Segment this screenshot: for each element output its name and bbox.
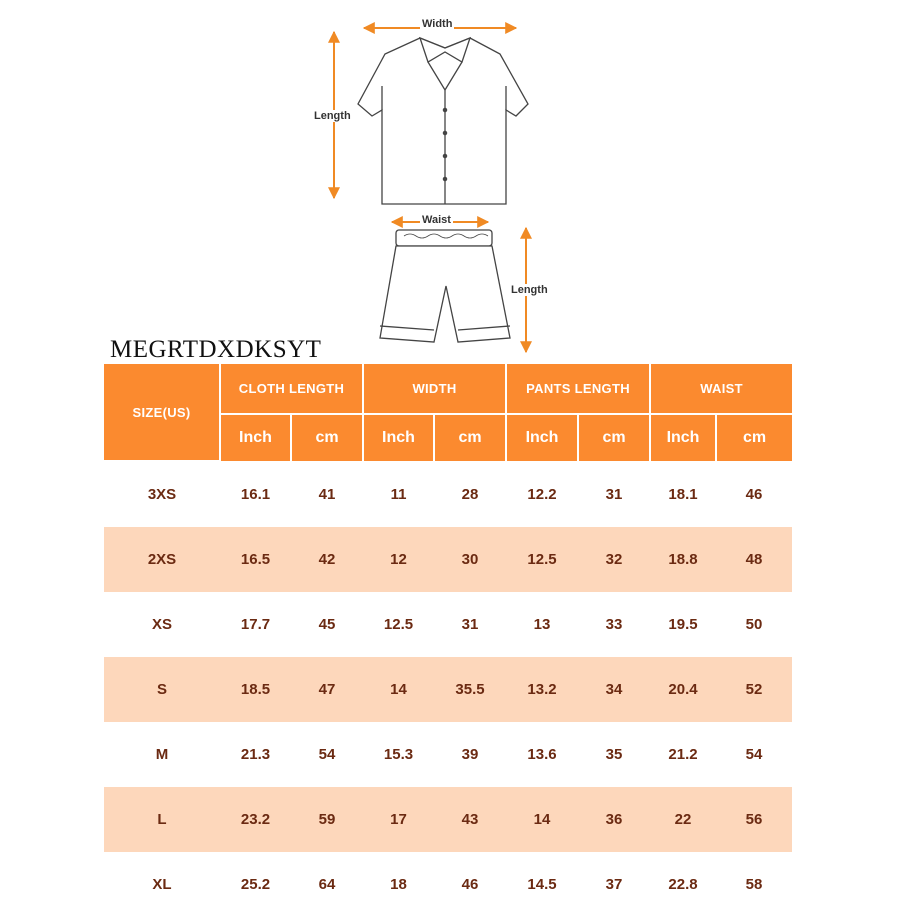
table-cell: 64 (291, 852, 363, 917)
unit-header: cm (716, 414, 792, 461)
unit-header: cm (291, 414, 363, 461)
table-cell: 13 (506, 592, 578, 657)
unit-header: cm (434, 414, 506, 461)
waist-label: Waist (422, 214, 451, 226)
group-header-pants-length: PANTS LENGTH (506, 364, 650, 414)
table-cell: 56 (716, 787, 792, 852)
group-header-cloth-length: CLOTH LENGTH (220, 364, 363, 414)
size-cell: 2XS (104, 527, 220, 592)
table-cell: 46 (434, 852, 506, 917)
table-cell: 18 (363, 852, 434, 917)
unit-header: Inch (506, 414, 578, 461)
table-cell: 18.1 (650, 461, 716, 527)
table-cell: 22.8 (650, 852, 716, 917)
table-cell: 59 (291, 787, 363, 852)
width-label: Width (422, 18, 453, 30)
table-cell: 36 (578, 787, 650, 852)
size-header: SIZE(US) (104, 364, 220, 461)
table-cell: 48 (716, 527, 792, 592)
table-row (104, 527, 792, 592)
table-row (104, 787, 792, 852)
group-header-row (104, 364, 792, 414)
unit-header: Inch (650, 414, 716, 461)
unit-header: Inch (220, 414, 291, 461)
table-cell: 28 (434, 461, 506, 527)
table-row (104, 461, 792, 527)
shirt-length-label: Length (314, 110, 351, 122)
table-cell: 32 (578, 527, 650, 592)
table-cell: 50 (716, 592, 792, 657)
table-cell: 17 (363, 787, 434, 852)
table-cell: 16.1 (220, 461, 291, 527)
table-cell: 22 (650, 787, 716, 852)
group-header-width: WIDTH (363, 364, 506, 414)
table-cell: 18.8 (650, 527, 716, 592)
table-cell: 23.2 (220, 787, 291, 852)
table-cell: 14.5 (506, 852, 578, 917)
table-cell: 30 (434, 527, 506, 592)
size-cell: XL (104, 852, 220, 917)
table-cell: 45 (291, 592, 363, 657)
table-cell: 18.5 (220, 657, 291, 722)
table-cell: 35 (578, 722, 650, 787)
table-cell: 21.2 (650, 722, 716, 787)
table-cell: 37 (578, 852, 650, 917)
table-cell: 14 (506, 787, 578, 852)
size-chart-table (104, 364, 792, 917)
brand-name: MEGRTDXDKSYT (110, 336, 322, 363)
size-cell: XS (104, 592, 220, 657)
table-cell: 15.3 (363, 722, 434, 787)
table-cell: 52 (716, 657, 792, 722)
table-cell: 12.2 (506, 461, 578, 527)
garment-diagram (0, 0, 900, 360)
shorts-length-label: Length (511, 284, 548, 296)
table-cell: 43 (434, 787, 506, 852)
table-cell: 46 (716, 461, 792, 527)
table-cell: 12.5 (363, 592, 434, 657)
table-cell: 54 (291, 722, 363, 787)
table-cell: 33 (578, 592, 650, 657)
table-row (104, 657, 792, 722)
table-cell: 13.6 (506, 722, 578, 787)
shirt-icon (358, 38, 528, 204)
size-cell: M (104, 722, 220, 787)
table-cell: 12 (363, 527, 434, 592)
table-row (104, 722, 792, 787)
table-cell: 54 (716, 722, 792, 787)
garment-illustration (0, 0, 900, 360)
table-cell: 39 (434, 722, 506, 787)
unit-header: Inch (363, 414, 434, 461)
table-row (104, 592, 792, 657)
table-cell: 21.3 (220, 722, 291, 787)
table-cell: 19.5 (650, 592, 716, 657)
table-cell: 11 (363, 461, 434, 527)
table-cell: 31 (578, 461, 650, 527)
group-header-waist: WAIST (650, 364, 792, 414)
table-cell: 25.2 (220, 852, 291, 917)
table-cell: 12.5 (506, 527, 578, 592)
size-cell: L (104, 787, 220, 852)
size-cell: 3XS (104, 461, 220, 527)
size-cell: S (104, 657, 220, 722)
table-row (104, 852, 792, 917)
table-cell: 41 (291, 461, 363, 527)
unit-header: cm (578, 414, 650, 461)
table-cell: 14 (363, 657, 434, 722)
table-cell: 13.2 (506, 657, 578, 722)
table-cell: 17.7 (220, 592, 291, 657)
table-cell: 58 (716, 852, 792, 917)
table-cell: 35.5 (434, 657, 506, 722)
table-cell: 34 (578, 657, 650, 722)
table-cell: 31 (434, 592, 506, 657)
table-cell: 16.5 (220, 527, 291, 592)
shorts-icon (380, 230, 510, 342)
table-cell: 20.4 (650, 657, 716, 722)
table-cell: 47 (291, 657, 363, 722)
table-cell: 42 (291, 527, 363, 592)
